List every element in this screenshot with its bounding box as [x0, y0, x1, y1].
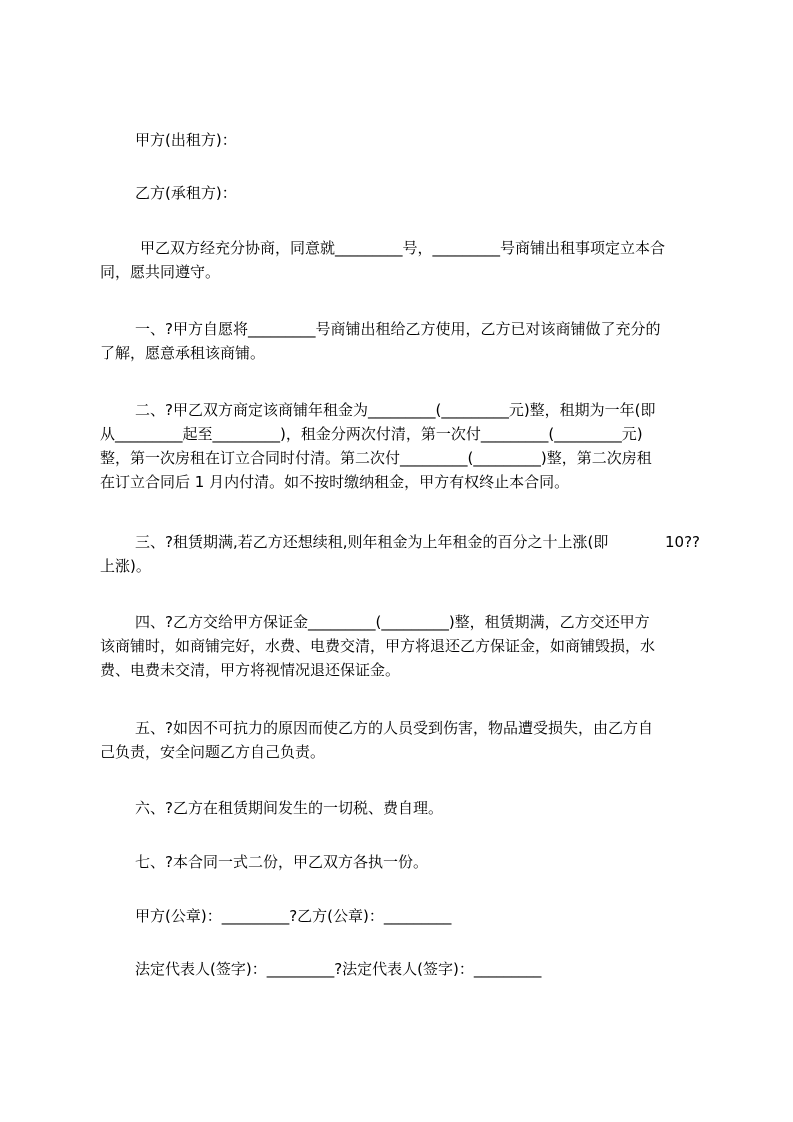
- clause-1-line-1: 一、?甲方自愿将_________号商铺出租给乙方使用，乙方已对该商铺做了充分的: [135, 320, 661, 338]
- seal-line: 甲方(公章)：_________?乙方(公章)：_________: [135, 907, 452, 925]
- party-a-label: 甲方(出租方)：: [135, 131, 237, 149]
- clause-4-line-2: 该商铺时，如商铺完好，水费、电费交清，甲方将退还乙方保证金，如商铺毁损，水: [100, 637, 656, 655]
- clause-4: [100, 610, 700, 682]
- clause-2: [100, 398, 700, 494]
- clause-3: [100, 530, 700, 578]
- party-b-label: 乙方(承租方)：: [135, 184, 237, 202]
- clause-3-rate: 10??: [664, 533, 700, 551]
- clause-3-text: 三、?租赁期满,若乙方还想续租,则年租金为上年租金的百分之十上涨(即: [135, 533, 609, 551]
- clause-3-line-2: 上涨)。: [100, 557, 151, 575]
- intro-paragraph: [100, 236, 700, 284]
- signature-line: 法定代表人(签字)：_________?法定代表人(签字)：_________: [135, 960, 542, 978]
- clause-5: [100, 716, 700, 764]
- clause-4-line-3: 费、电费未交清，甲方将视情况退还保证金。: [100, 661, 401, 679]
- clause-2-line-2: 从_________起至_________)，租金分两次付清，第一次付_________(_________元): [100, 425, 643, 443]
- intro-line-2: 同，愿共同遵守。: [100, 263, 221, 281]
- clause-4-line-1: 四、?乙方交给甲方保证金_________(_________)整，租赁期满，乙方交还甲方: [135, 613, 650, 631]
- clause-5-line-2: 己负责，安全问题乙方自己负责。: [100, 743, 326, 761]
- intro-line-1: 甲乙双方经充分协商，同意就_________号，_________号商铺出租事项定立本合: [140, 239, 666, 257]
- clause-2-line-1: 二、?甲乙双方商定该商铺年租金为_________(_________元)整，租期为一年(即: [135, 401, 656, 419]
- clause-7: 七、?本合同一式二份，甲乙双方各执一份。: [135, 853, 428, 871]
- clause-2-line-4: 在订立合同后 1 月内付清。如不按时缴纳租金，甲方有权终止本合同。: [100, 473, 570, 491]
- clause-1-line-2: 了解，愿意承租该商铺。: [100, 344, 266, 362]
- clause-2-line-3: 整，第一次房租在订立合同时付清。第二次付_________(_________)整，第二次房租: [100, 449, 652, 467]
- clause-5-line-1: 五、?如因不可抗力的原因而使乙方的人员受到伤害，物品遭受损失，由乙方自: [135, 719, 653, 737]
- clause-3-line-1: [100, 530, 700, 554]
- clause-1: [100, 317, 700, 365]
- clause-6: 六、?乙方在租赁期间发生的一切税、费自理。: [135, 799, 443, 817]
